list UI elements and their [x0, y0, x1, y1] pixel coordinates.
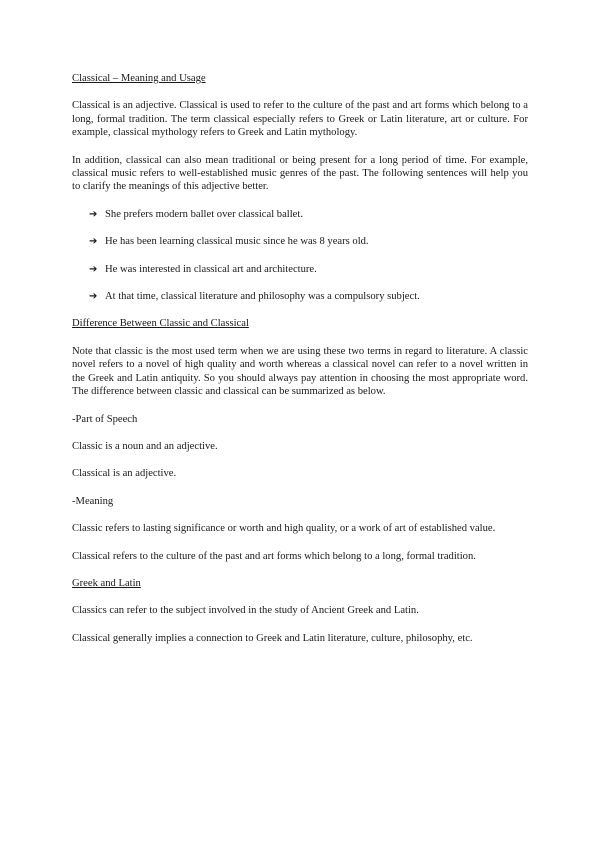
paragraph-classical-connection: Classical generally implies a connection to Greek and Latin literature, culture, philosophy, etc. — [72, 632, 473, 644]
arrow-bullet-icon: ➔ — [89, 263, 98, 275]
paragraph-difference: Note that classic is the most used term when we are using these two terms in regard to literature. A classic novel refers to a novel of high quality and worth whereas a classical novel can refer to a novel written in the Greek and Latin antiquity. So you should always pay attention in choosing the most appropriate word. The difference between classic and classical can be summarized as below. — [72, 345, 528, 398]
classic-meaning: Classic refers to lasting significance or worth and high quality, or a work of art of established value. — [72, 523, 496, 535]
classical-part-of-speech: Classical is an adjective. — [72, 468, 177, 480]
paragraph-classical-definition: Classical is an adjective. Classical is used to refer to the culture of the past and art forms which belong to a long, formal tradition. The term classical especially refers to Greek or Latin literature, art or culture. For example, classical mythology refers to Greek and Latin mythology. — [72, 100, 528, 139]
example-sentence: He has been learning classical music since he was 8 years old. — [105, 236, 369, 248]
example-sentence: She prefers modern ballet over classical ballet. — [105, 208, 303, 220]
label-part-of-speech: -Part of Speech — [72, 413, 138, 425]
label-meaning: -Meaning — [72, 495, 114, 507]
arrow-bullet-icon: ➔ — [89, 208, 98, 220]
list-item — [89, 208, 528, 221]
section-heading-classical: Classical – Meaning and Usage — [72, 73, 206, 84]
list-item — [89, 263, 528, 276]
arrow-bullet-icon: ➔ — [89, 236, 98, 248]
paragraph-classical-traditional: In addition, classical can also mean traditional or being present for a long period of time. For example, classical music refers to well-established music genres of the past. The following sentences will help you to clarify the meanings of this adjective better. — [72, 154, 528, 193]
classic-part-of-speech: Classic is a noun and an adjective. — [72, 440, 218, 452]
paragraph-classics-subject: Classics can refer to the subject involved in the study of Ancient Greek and Latin. — [72, 605, 419, 617]
example-sentence-list — [72, 208, 528, 304]
section-heading-greek-latin: Greek and Latin — [72, 577, 141, 589]
section-heading-difference: Difference Between Classic and Classical — [72, 318, 249, 330]
arrow-bullet-icon: ➔ — [89, 291, 98, 303]
classical-meaning: Classical refers to the culture of the past and art forms which belong to a long, formal tradition. — [72, 550, 476, 562]
list-item — [89, 290, 528, 303]
example-sentence: He was interested in classical art and architecture. — [105, 263, 317, 275]
example-sentence: At that time, classical literature and philosophy was a compulsory subject. — [105, 291, 420, 303]
document-page — [72, 72, 528, 659]
list-item — [89, 235, 528, 248]
